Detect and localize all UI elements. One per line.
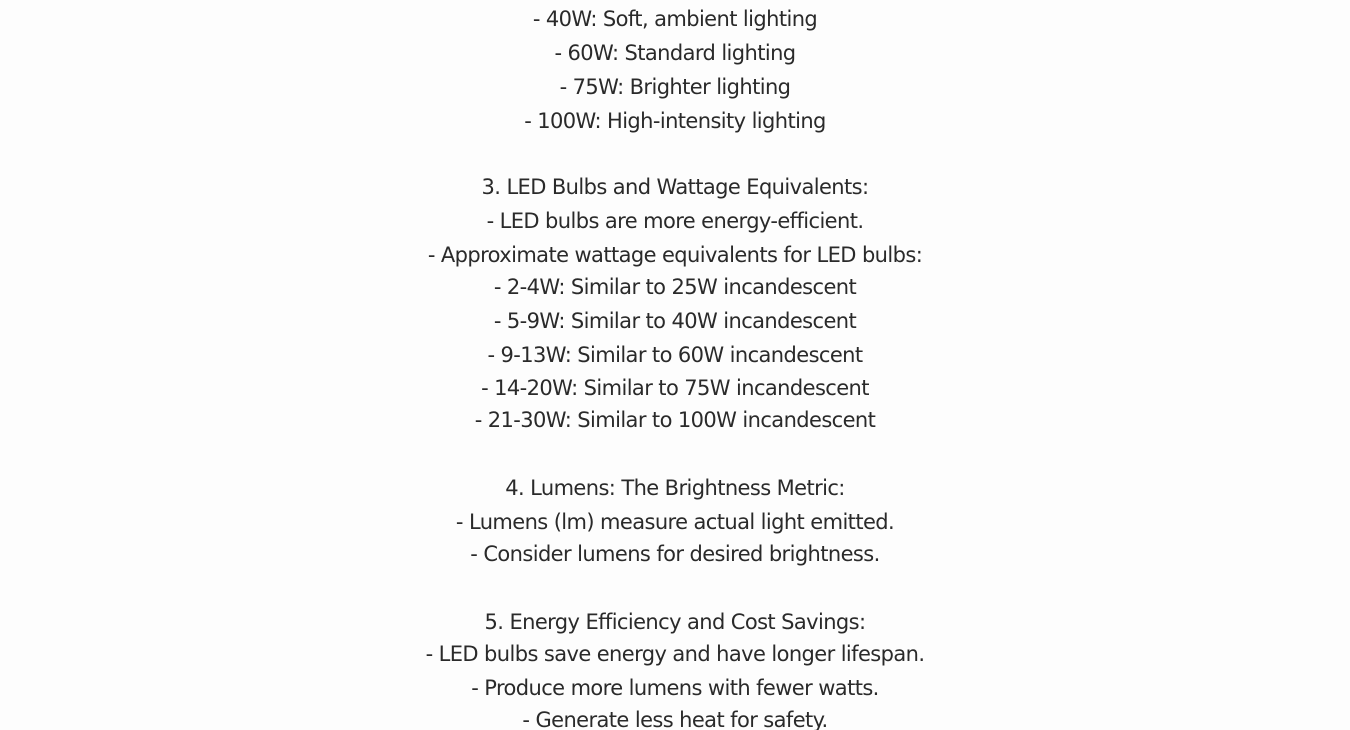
lumens-advice: - Consider lumens for desired brightness. xyxy=(470,542,880,566)
section-heading-energy-efficiency: 5. Energy Efficiency and Cost Savings: xyxy=(484,610,866,634)
lumens-definition: - Lumens (lm) measure actual light emitted. xyxy=(455,510,895,534)
wattage-item-75w: - 75W: Brighter lighting xyxy=(559,75,791,99)
led-equivalent-9-13w: - 9-13W: Similar to 60W incandescent xyxy=(487,343,863,367)
led-equivalent-14-20w: - 14-20W: Similar to 75W incandescent xyxy=(481,376,869,400)
wattage-item-40w: - 40W: Soft, ambient lighting xyxy=(532,7,818,31)
led-equivalent-5-9w: - 5-9W: Similar to 40W incandescent xyxy=(493,309,857,333)
section-heading-led-bulbs: 3. LED Bulbs and Wattage Equivalents: xyxy=(481,175,869,199)
led-equivalent-2-4w: - 2-4W: Similar to 25W incandescent xyxy=(493,275,857,299)
energy-point-lumens: - Produce more lumens with fewer watts. xyxy=(471,676,879,700)
led-equivalents-intro: - Approximate wattage equivalents for LED bulbs: xyxy=(427,243,923,267)
wattage-item-60w: - 60W: Standard lighting xyxy=(554,41,796,65)
energy-point-lifespan: - LED bulbs save energy and have longer lifespan. xyxy=(425,642,925,666)
wattage-item-100w: - 100W: High-intensity lighting xyxy=(524,109,826,133)
led-efficiency-note: - LED bulbs are more energy-efficient. xyxy=(486,209,864,233)
section-heading-lumens: 4. Lumens: The Brightness Metric: xyxy=(505,476,845,500)
led-equivalent-21-30w: - 21-30W: Similar to 100W incandescent xyxy=(474,408,876,432)
energy-point-heat: - Generate less heat for safety. xyxy=(522,708,828,730)
